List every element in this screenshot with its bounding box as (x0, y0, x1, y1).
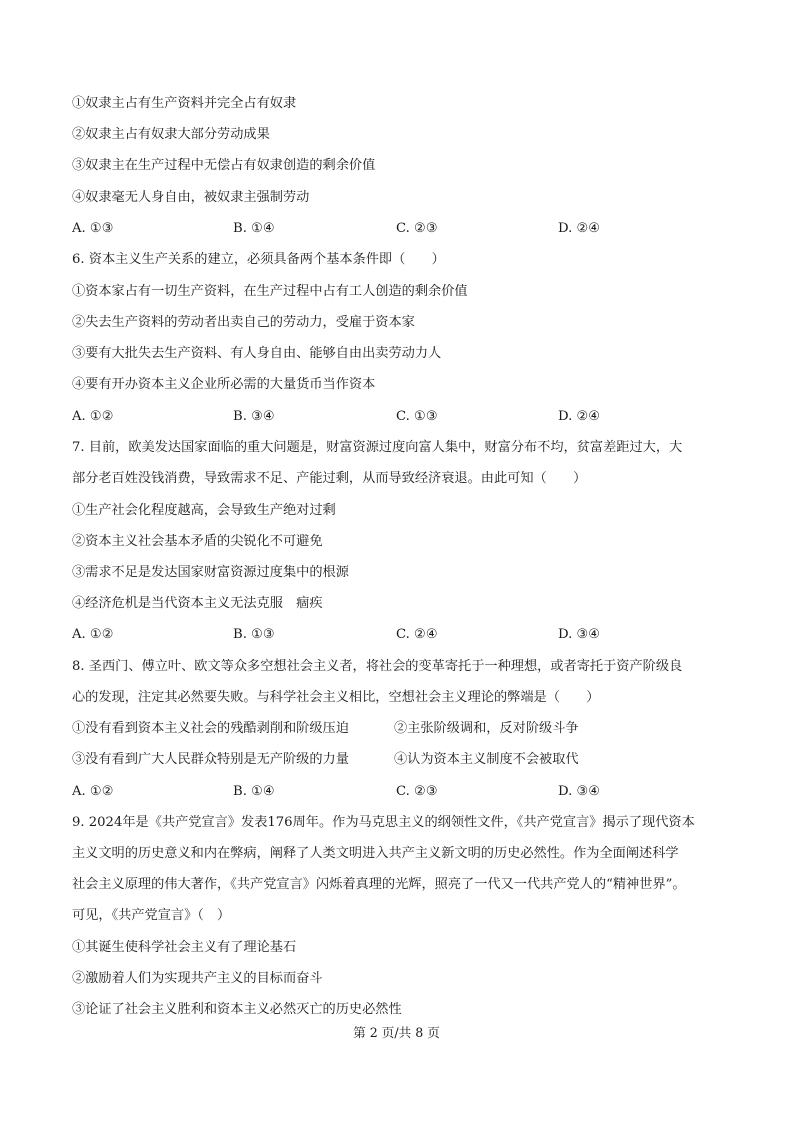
q8-option-a: A. ①② (72, 784, 114, 799)
q9-stem-line-4: 可见，《共产党宣言》（ ） (72, 908, 231, 923)
q5-item-4: ④奴隶毫无人身自由，被奴隶主强制劳动 (72, 190, 310, 205)
q7-option-c: C. ②④ (396, 627, 438, 642)
q5-option-a: A. ①③ (72, 221, 114, 236)
q7-item-2: ②资本主义社会基本矛盾的尖锐化不可避免 (72, 534, 323, 549)
q5-item-2: ②奴隶主占有奴隶大部分劳动成果 (72, 127, 270, 142)
q8-option-d: D. ③④ (558, 784, 601, 799)
q8-option-c: C. ②③ (396, 784, 438, 799)
q7-item-4: ④经济危机是当代资本主义无法克服 痼疾 (72, 596, 323, 611)
q6-option-d: D. ②④ (558, 409, 601, 424)
q7-option-a: A. ①② (72, 627, 114, 642)
q8-stem-line-1: 8. 圣西门、傅立叶、欧文等众多空想社会主义者，将社会的变革寄托于一种理想，或者寄托于资产阶级良 (72, 659, 683, 674)
page-number-footer: 第 2 页/共 8 页 (353, 1025, 440, 1040)
q6-item-3: ③要有大批失去生产资料、有人身自由、能够自由出卖劳动力人 (72, 346, 442, 361)
q6-option-b: B. ③④ (233, 409, 275, 424)
q9-item-1: ①其诞生使科学社会主义有了理论基石 (72, 940, 297, 955)
q9-item-2: ②激励着人们为实现共产主义的目标而奋斗 (72, 971, 323, 986)
q7-option-d: D. ③④ (558, 627, 601, 642)
q7-option-b: B. ①③ (233, 627, 275, 642)
q5-item-3: ③奴隶主在生产过程中无偿占有奴隶创造的剩余价值 (72, 158, 376, 173)
q5-option-d: D. ②④ (558, 221, 601, 236)
q6-option-a: A. ①② (72, 409, 114, 424)
q8-option-b: B. ①④ (233, 784, 275, 799)
q8-item-3: ③没有看到广大人民群众特别是无产阶级的力量 (72, 752, 349, 767)
q8-item-2: ②主张阶级调和，反对阶级斗争 (394, 721, 579, 736)
q6-stem: 6. 资本主义生产关系的建立，必须具备两个基本条件即（ ） (72, 252, 445, 267)
q7-stem-line-1: 7. 目前，欧美发达国家面临的重大问题是，财富资源过度向富人集中，财富分布不均，贫富差距过大，大 (72, 440, 683, 455)
q6-option-c: C. ①③ (396, 409, 438, 424)
q7-stem-line-2: 部分老百姓没钱消费，导致需求不足、产能过剩，从而导致经济衰退。由此可知（ ） (72, 471, 587, 486)
q5-item-1: ①奴隶主占有生产资料并完全占有奴隶 (72, 96, 297, 111)
q8-item-4: ④认为资本主义制度不会被取代 (394, 752, 579, 767)
q6-item-2: ②失去生产资料的劳动者出卖自己的劳动力，受雇于资本家 (72, 315, 415, 330)
q8-item-1: ①没有看到资本主义社会的残酷剥削和阶级压迫 (72, 721, 349, 736)
q6-item-1: ①资本家占有一切生产资料，在生产过程中占有工人创造的剩余价值 (72, 284, 468, 299)
q7-item-1: ①生产社会化程度越高，会导致生产绝对过剩 (72, 503, 336, 518)
q7-item-3: ③需求不足是发达国家财富资源过度集中的根源 (72, 565, 349, 580)
q5-option-b: B. ①④ (233, 221, 275, 236)
q9-stem-line-2: 主义文明的历史意义和内在弊病，阐释了人类文明进入共产主义新文明的历史必然性。作为全面阐述科学 (72, 846, 679, 861)
q9-stem-line-1: 9. 2024年是《共产党宣言》发表176周年。作为马克思主义的纲领性文件，《共产党宣言》揭示了现代资本 (72, 815, 695, 830)
q9-item-3: ③论证了社会主义胜利和资本主义必然灭亡的历史必然性 (72, 1002, 402, 1017)
q8-stem-line-2: 心的发现，注定其必然要失败。与科学社会主义相比，空想社会主义理论的弊端是（ ） (72, 690, 600, 705)
q6-item-4: ④要有开办资本主义企业所必需的大量货币当作资本 (72, 377, 376, 392)
q5-option-c: C. ②③ (396, 221, 438, 236)
q9-stem-line-3: 社会主义原理的伟大著作，《共产党宣言》闪烁着真理的光辉，照亮了一代又一代共产党人的“精神世界”。 (72, 877, 686, 892)
